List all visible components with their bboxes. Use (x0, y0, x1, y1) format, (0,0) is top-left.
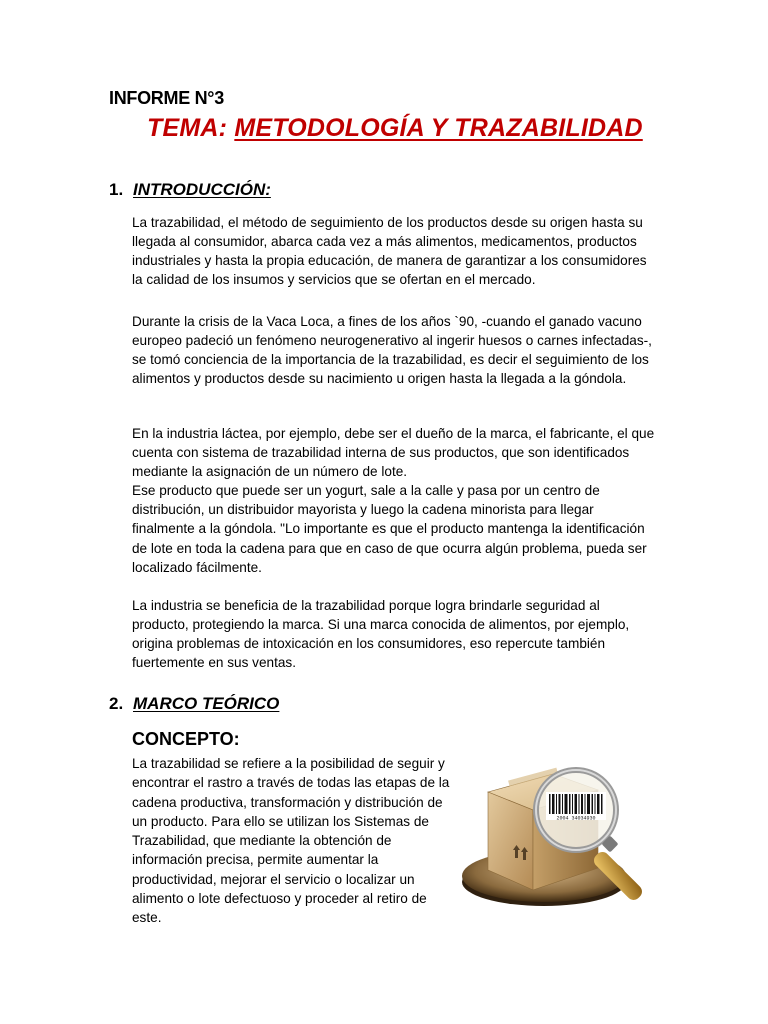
section-heading-introduction (109, 180, 271, 200)
topic-title (147, 114, 643, 143)
topic-prefix: TEMA: (147, 114, 228, 142)
paragraph-text: Durante la crisis de la Vaca Loca, a fines de los años `90, -cuando el ganado vacuno europeo padeció un fenómeno neurogenerativo al ingerir huesos o carnes infectadas-, se tomó conciencia de la importancia de la trazabilidad, es decir el seguimiento de los alimentos y productos desde su nacimiento u origen hasta la llegada a la góndola. (132, 314, 652, 387)
report-number: INFORME N°3 (109, 88, 224, 108)
barcode-icon (546, 792, 606, 822)
section-number: 1. (109, 180, 124, 199)
section-number: 2. (109, 694, 124, 713)
paragraph-text: La trazabilidad, el método de seguimiento de los productos desde su origen hasta su llegada al consumidor, abarca cada vez a más alimentos, medicamentos, productos industriales y hasta la propia educación, de manera de garantizar a los consumidores la calidad de los insumos y servicios que se ofertan en el mercado. (132, 215, 647, 288)
intro-paragraph-4 (132, 596, 660, 672)
section-title: INTRODUCCIÓN: (133, 180, 271, 199)
intro-paragraph-2 (132, 312, 660, 388)
subheading-concepto: CONCEPTO: (132, 729, 240, 749)
intro-paragraph-1 (132, 213, 660, 289)
section-heading-marco-teorico (109, 694, 279, 714)
section-title: MARCO TEÓRICO (133, 694, 280, 713)
box-magnifier-barcode-icon (458, 752, 668, 912)
paragraph-text: Ese producto que puede ser un yogurt, sale a la calle y pasa por un centro de distribución, un distribuidor mayorista y luego la cadena minorista para llegar finalmente a la góndola. "Lo importante es que el producto mantenga la identificación de lote en toda la cadena para que en caso de que ocurra algún problema, pueda ser localizado fácilmente. (132, 483, 647, 575)
concept-paragraph: La trazabilidad se refiere a la posibilidad de seguir y encontrar el rastro a través de todas las etapas de la cadena productiva, transformación y distribución de un producto. Para ello se utilizan los Sistemas de Trazabilidad, que mediante la obtención de información precisa, permite aumentar la productividad, mejorar el servicio o localizar un alimento o lote defectuoso y proceder al retiro de este. (132, 756, 450, 926)
topic-name: METODOLOGÍA Y TRAZABILIDAD (234, 114, 643, 142)
intro-paragraph-3 (132, 424, 660, 577)
paragraph-text: La industria se beneficia de la trazabilidad porque logra brindarle seguridad al producto, protegiendo la marca. Si una marca conocida de alimentos, por ejemplo, origina problemas de intoxicación en los consumidores, eso repercute también fuertemente en sus ventas. (132, 598, 630, 671)
paragraph-text: En la industria láctea, por ejemplo, debe ser el dueño de la marca, el fabricante, el que cuenta con sistema de trazabilidad interna de sus productos, que son identificados mediante la asignación de un número de lote. (132, 426, 655, 480)
barcode-digits: 2004 34034930 (556, 815, 596, 822)
